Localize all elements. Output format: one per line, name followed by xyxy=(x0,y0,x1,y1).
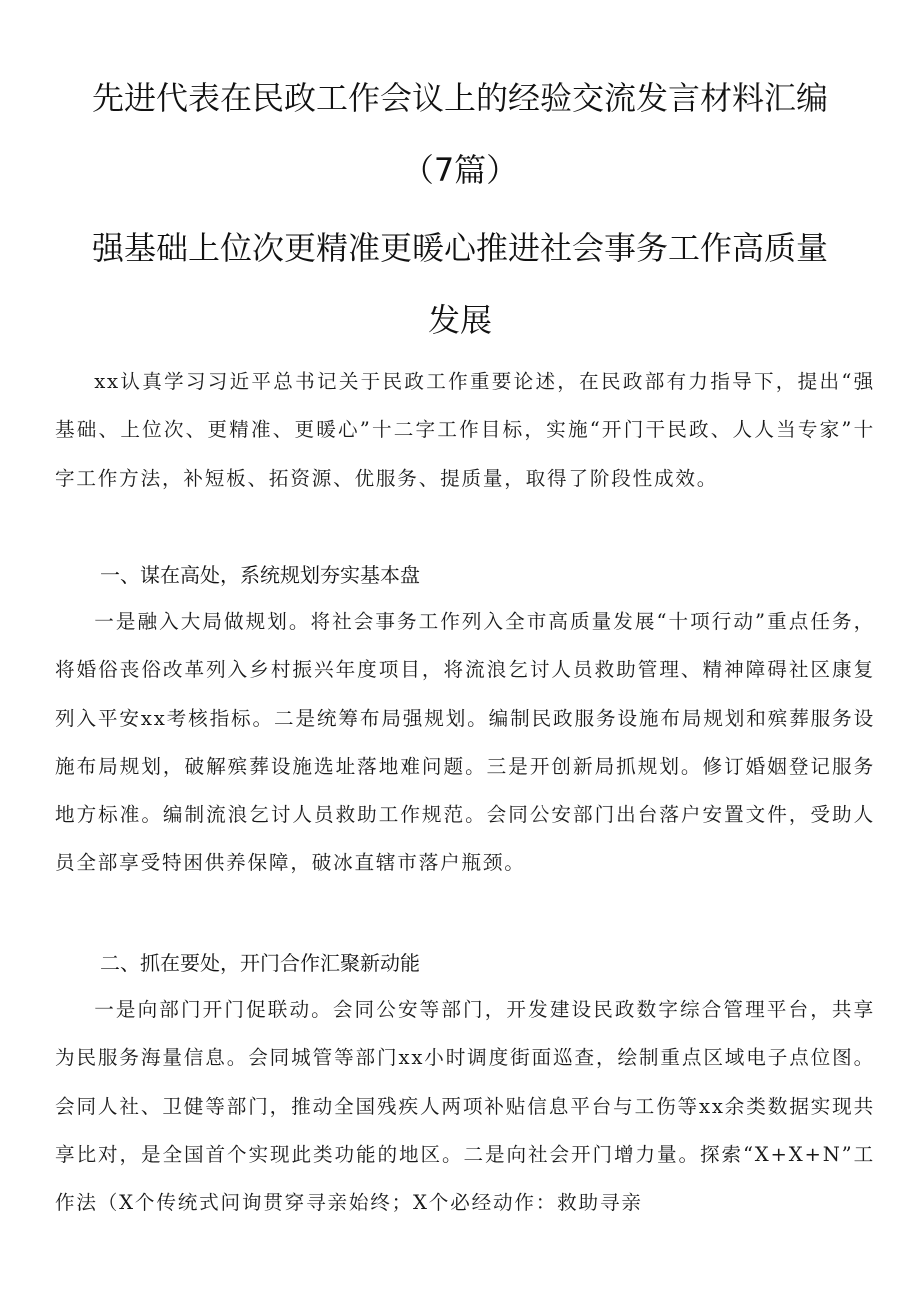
article-title-continued: 发展 xyxy=(427,301,492,339)
document-title: 先进代表在民政工作会议上的经验交流发言材料汇编 xyxy=(91,79,828,117)
section-body-1: 一是融入大局做规划。将社会事务工作列入全市高质量发展“十项行动”重点任务，将婚俗丧俗改革列入乡村振兴年度项目，将流浪乞讨人员救助管理、精神障碍社区康复列入平安xx考核指标。二是统筹布局强规划。编制民政服务设施布局规划和殡葬服务设施布局规划，破解殡葬设施选址落地难问题。三是开创新局抓规划。修订婚姻登记服务地方标准。编制流浪乞讨人员救助工作规范。会同公安部门出台落户安置文件，受助人员全部享受特困供养保障，破冰直辖市落户瓶颈。 xyxy=(55,610,875,875)
section-heading-1: 一、谋在高处，系统规划夯实基本盘 xyxy=(100,563,420,587)
document-title-count: （7篇） xyxy=(401,151,519,189)
article-title: 强基础上位次更精准更暖心推进社会事务工作高质量 xyxy=(91,229,828,267)
section-heading-2: 二、抓在要处，开门合作汇聚新动能 xyxy=(100,951,420,975)
section-body-2: 一是向部门开门促联动。会同公安等部门，开发建设民政数字综合管理平台，共享为民服务海量信息。会同城管等部门xx小时调度街面巡查，绘制重点区域电子点位图。会同人社、卫健等部门，推动全国残疾人两项补贴信息平台与工伤等xx余类数据实现共享比对，是全国首个实现此类功能的地区。二是向社会开门增力量。探索“X+X+N”工作法（X个传统式问询贯穿寻亲始终；X个必经动作：救助寻亲 xyxy=(55,998,875,1215)
intro-paragraph: xx认真学习习近平总书记关于民政工作重要论述，在民政部有力指导下，提出“强基础、上位次、更精准、更暖心”十二字工作目标，实施“开门干民政、人人当专家”十字工作方法，补短板、拓资源、优服务、提质量，取得了阶段性成效。 xyxy=(55,370,875,490)
